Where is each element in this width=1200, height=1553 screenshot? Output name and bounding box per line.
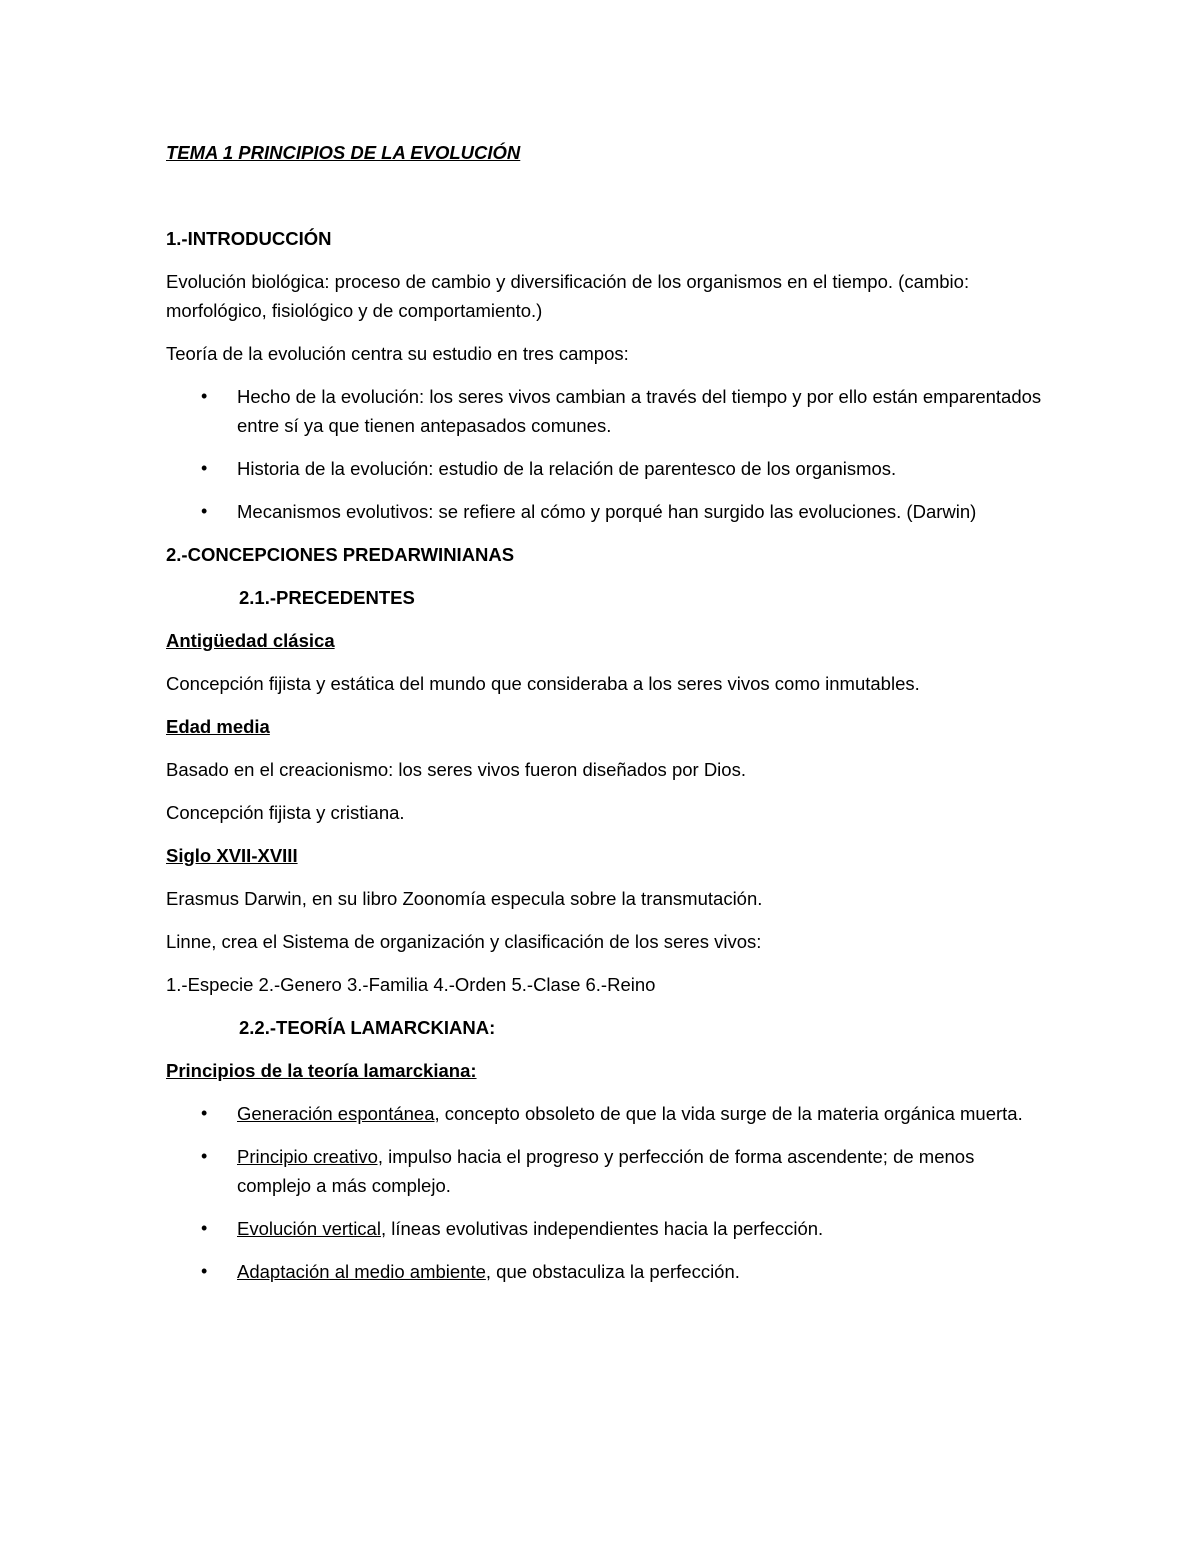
heading-antiguedad-clasica: Antigüedad clásica xyxy=(166,630,335,651)
document-content xyxy=(166,138,1046,1300)
section-heading-concepciones: 2.-CONCEPCIONES PREDARWINIANAS xyxy=(166,544,515,565)
document-title: TEMA 1 PRINCIPIOS DE LA EVOLUCIÓN xyxy=(166,142,521,163)
bullet-list-campos xyxy=(166,382,1046,526)
subsection-heading-precedentes: 2.1.-PRECEDENTES xyxy=(239,587,415,608)
list-item xyxy=(166,454,1046,483)
principio-text: , concepto obsoleto de que la vida surge de la materia orgánica muerta. xyxy=(434,1103,1023,1124)
bullet-icon: • xyxy=(201,1146,208,1166)
bullet-list-principios xyxy=(166,1099,1046,1286)
paragraph-fijista-cristiana: Concepción fijista y cristiana. xyxy=(166,802,405,823)
bullet-icon: • xyxy=(201,386,208,406)
bullet-icon: • xyxy=(201,1218,208,1238)
bullet-icon: • xyxy=(201,501,208,521)
principio-term: Evolución vertical xyxy=(237,1218,381,1239)
principio-term: Adaptación al medio ambiente xyxy=(237,1261,486,1282)
principio-text: , líneas evolutivas independientes hacia la perfección. xyxy=(380,1218,824,1239)
heading-siglo: Siglo XVII-XVIII xyxy=(166,845,298,866)
paragraph-antiguedad: Concepción fijista y estática del mundo que consideraba a los seres vivos como inmutables. xyxy=(166,673,920,694)
bullet-icon: • xyxy=(201,1261,208,1281)
principio-term: Principio creativo, xyxy=(237,1146,384,1167)
paragraph-teoria-campos: Teoría de la evolución centra su estudio en tres campos: xyxy=(166,343,629,364)
list-item-text: Mecanismos evolutivos: se refiere al cómo y porqué han surgido las evoluciones. (Darwin) xyxy=(237,501,977,522)
paragraph-creacionismo: Basado en el creacionismo: los seres vivos fueron diseñados por Dios. xyxy=(166,759,746,780)
paragraph-evolucion-biologica: Evolución biológica: proceso de cambio y diversificación de los organismos en el tiempo. (cambio: morfológico, fisiológico y de comportamiento.) xyxy=(166,271,970,321)
heading-principios: Principios de la teoría lamarckiana: xyxy=(166,1060,477,1081)
list-item xyxy=(166,382,1046,440)
list-item xyxy=(166,1257,1046,1286)
principio-term: Generación espontánea xyxy=(237,1103,435,1124)
bullet-icon: • xyxy=(201,1103,208,1123)
bullet-icon: • xyxy=(201,458,208,478)
paragraph-linne: Linne, crea el Sistema de organización y clasificación de los seres vivos: xyxy=(166,931,762,952)
list-item xyxy=(166,497,1046,526)
paragraph-erasmus-darwin: Erasmus Darwin, en su libro Zoonomía especula sobre la transmutación. xyxy=(166,888,763,909)
list-item-text: Hecho de la evolución: los seres vivos cambian a través del tiempo y por ello están emparentados entre sí ya que tienen antepasados comunes. xyxy=(237,386,1042,436)
paragraph-clasificacion: 1.-Especie 2.-Genero 3.-Familia 4.-Orden 5.-Clase 6.-Reino xyxy=(166,974,656,995)
heading-edad-media: Edad media xyxy=(166,716,270,737)
principio-text: impulso hacia el progreso y perfección de forma ascendente; de menos complejo a más complejo. xyxy=(237,1146,975,1196)
subsection-heading-lamarckiana: 2.2.-TEORÍA LAMARCKIANA: xyxy=(239,1017,496,1038)
principio-text: , que obstaculiza la perfección. xyxy=(485,1261,740,1282)
section-heading-introduccion: 1.-INTRODUCCIÓN xyxy=(166,228,332,249)
list-item-text: Historia de la evolución: estudio de la relación de parentesco de los organismos. xyxy=(237,458,897,479)
list-item xyxy=(166,1142,1046,1200)
list-item xyxy=(166,1214,1046,1243)
list-item xyxy=(166,1099,1046,1128)
